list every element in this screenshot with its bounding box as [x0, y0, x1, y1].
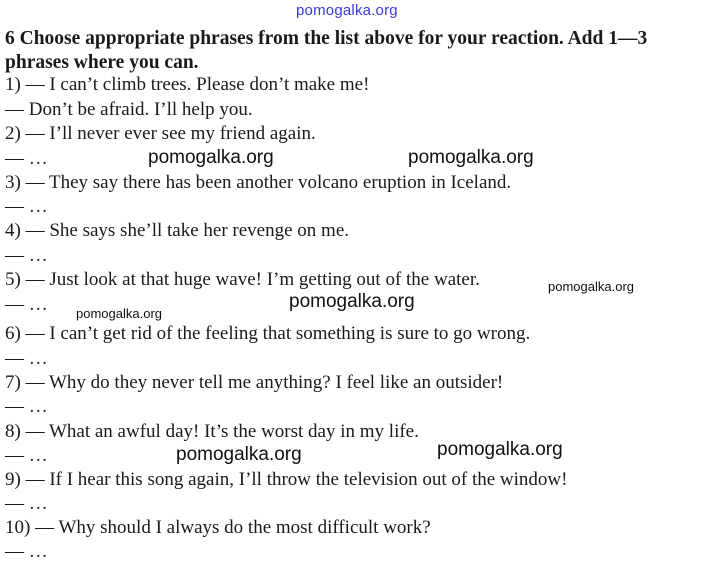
dialogue-line-3-question: 3) — They say there has been another volcano eruption in Iceland. [5, 172, 512, 193]
dialogue-line-6-answer: — … [5, 348, 48, 369]
dialogue-line-9-question: 9) — If I hear this song again, I’ll throw the television out of the window! [5, 469, 568, 490]
dialogue-line-5-answer: — … [5, 294, 48, 315]
dialogue-line-7-answer: — … [5, 396, 48, 417]
dialogue-line-4-question: 4) — She says she’ll take her revenge on me. [5, 220, 350, 241]
dialogue-line-7-question: 7) — Why do they never tell me anything? I feel like an outsider! [5, 372, 504, 393]
watermark: pomogalka.org [408, 147, 534, 168]
dialogue-line-2-answer: — … [5, 148, 48, 169]
watermark: pomogalka.org [548, 279, 634, 294]
dialogue-line-2-question: 2) — I’ll never ever see my friend again. [5, 123, 316, 144]
dialogue-line-1-question: 1) — I can’t climb trees. Please don’t make me! [5, 74, 370, 95]
header-watermark: pomogalka.org [296, 2, 398, 19]
watermark: pomogalka.org [176, 444, 302, 465]
dialogue-line-10-question: 10) — Why should I always do the most difficult work? [5, 517, 431, 538]
watermark: pomogalka.org [148, 147, 274, 168]
dialogue-line-5-question: 5) — Just look at that huge wave! I’m getting out of the water. [5, 269, 480, 290]
dialogue-line-6-question: 6) — I can’t get rid of the feeling that something is sure to go wrong. [5, 323, 531, 344]
dialogue-line-8-question: 8) — What an awful day! It’s the worst day in my life. [5, 421, 419, 442]
task-heading: 6 Choose appropriate phrases from the list above for your reaction. Add 1—3 phrases where you can. [5, 28, 648, 73]
dialogue-line-8-answer: — … [5, 445, 48, 466]
dialogue-line-9-answer: — … [5, 493, 48, 514]
dialogue-line-10-answer: — … [5, 541, 48, 562]
watermark: pomogalka.org [76, 306, 162, 321]
dialogue-line-3-answer: — … [5, 196, 48, 217]
dialogue-line-1-answer: — Don’t be afraid. I’ll help you. [5, 99, 253, 120]
dialogue-line-4-answer: — … [5, 245, 48, 266]
watermark: pomogalka.org [437, 439, 563, 460]
watermark: pomogalka.org [289, 291, 415, 312]
